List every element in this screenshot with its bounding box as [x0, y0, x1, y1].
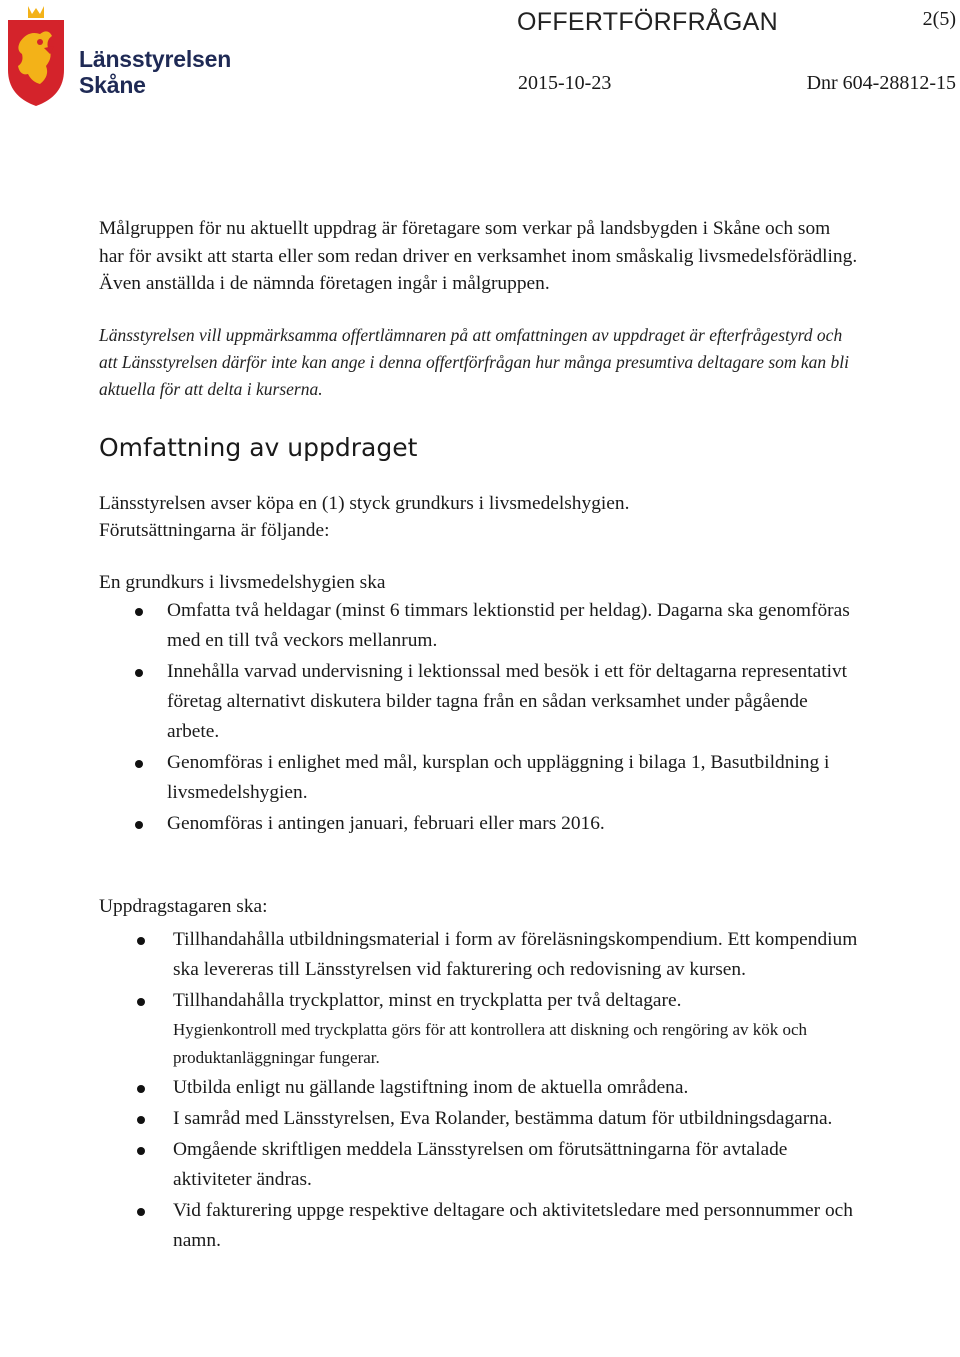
- list-item-text: I samråd med Länsstyrelsen, Eva Rolander, bestämma datum för utbildningsdagarna.: [173, 1107, 833, 1129]
- list-item: [99, 1104, 859, 1134]
- list-item-text: Genomföras i antingen januari, februari eller mars 2016.: [167, 813, 605, 834]
- page-number: 2(5): [922, 8, 956, 30]
- list-item-text: Tillhandahålla tryckplattor, minst en tryckplatta per två deltagare.: [173, 989, 682, 1011]
- document-date: 2015-10-23: [518, 72, 612, 94]
- list-item-subtext: Hygienkontroll med tryckplatta görs för att kontrollera att diskning och rengöring av kök och produktanläggningar fungerar.: [173, 1019, 808, 1067]
- list-item: [99, 986, 859, 1072]
- document-type: OFFERTFÖRFRÅGAN: [517, 8, 778, 36]
- section-heading: Omfattning av uppdraget: [99, 432, 418, 462]
- list-item: [99, 1073, 859, 1103]
- logo-wordmark: [79, 46, 231, 98]
- bullet-icon: [137, 1116, 145, 1124]
- list-item: [99, 657, 859, 747]
- list-item-text: Omgående skriftligen meddela Länsstyrelsen om förutsättningarna för avtalade aktiviteter ändras.: [173, 1138, 788, 1190]
- scope-line-1: Länsstyrelsen avser köpa en (1) styck grundkurs i livsmedelshygien.: [99, 492, 630, 514]
- list-item: [99, 1135, 859, 1195]
- scope-line-2: Förutsättningarna är följande:: [99, 520, 330, 541]
- intro-paragraph: Målgruppen för nu aktuellt uppdrag är företagare som verkar på landsbygden i Skåne och som har för avsikt att starta eller som redan driver en verksamhet inom småskalig livsmedelsförädling. Även anställda i de nämnda företagen ingår i målgruppen.: [99, 218, 858, 294]
- course-intro: En grundkurs i livsmedelshygien ska: [99, 571, 386, 593]
- bullet-icon: [137, 937, 145, 945]
- document-body: [99, 215, 859, 1257]
- bullet-icon: [137, 998, 145, 1006]
- logo-line-2: Skåne: [79, 72, 146, 98]
- contractor-intro: Uppdragstagaren ska:: [99, 896, 268, 917]
- bullet-icon: [135, 760, 143, 768]
- list-item-text: Vid fakturering uppge respektive deltagare och aktivitetsledare med personnummer och namn.: [173, 1199, 853, 1251]
- list-item-text: Tillhandahålla utbildningsmaterial i form av föreläsningskompendium. Ett kompendium ska levereras till Länsstyrelsen vid fakturering och redovisning av kursen.: [173, 928, 858, 980]
- griffin-crest-icon: [6, 4, 66, 108]
- note-paragraph: Länsstyrelsen vill uppmärksamma offertlämnaren på att omfattningen av uppdraget är efterfrågestyrd och att Länsstyrelsen därför inte kan ange i denna offertförfrågan hur många presumtiva deltagare som kan bli aktuella för att delta i kurserna.: [99, 324, 850, 399]
- list-item: [99, 925, 859, 985]
- bullet-icon: [135, 821, 143, 829]
- bullet-icon: [137, 1147, 145, 1155]
- list-item: [99, 596, 859, 656]
- list-item: [99, 1196, 859, 1256]
- list-item-text: Genomföras i enlighet med mål, kursplan och uppläggning i bilaga 1, Basutbildning i livsmedelshygien.: [167, 752, 830, 803]
- document-reference: Dnr 604-28812-15: [806, 72, 956, 94]
- list-item-text: Innehålla varvad undervisning i lektionssal med besök i ett för deltagarna representativt företag alternativt diskutera bilder tagna från en sådan verksamhet under pågående arbete.: [167, 661, 848, 742]
- bullet-icon: [137, 1085, 145, 1093]
- list-item: [99, 809, 859, 839]
- course-requirements-list: [99, 596, 859, 839]
- logo-line-1: Länsstyrelsen: [79, 46, 232, 72]
- list-item-text: Utbilda enligt nu gällande lagstiftning inom de aktuella områdena.: [173, 1076, 689, 1098]
- bullet-icon: [135, 608, 143, 616]
- bullet-icon: [135, 669, 143, 677]
- list-item-text: Omfatta två heldagar (minst 6 timmars lektionstid per heldag). Dagarna ska genomföras med en till två veckors mellanrum.: [167, 600, 850, 651]
- bullet-icon: [137, 1208, 145, 1216]
- list-item: [99, 748, 859, 808]
- logo: [6, 4, 232, 112]
- contractor-duties-list: [99, 925, 859, 1256]
